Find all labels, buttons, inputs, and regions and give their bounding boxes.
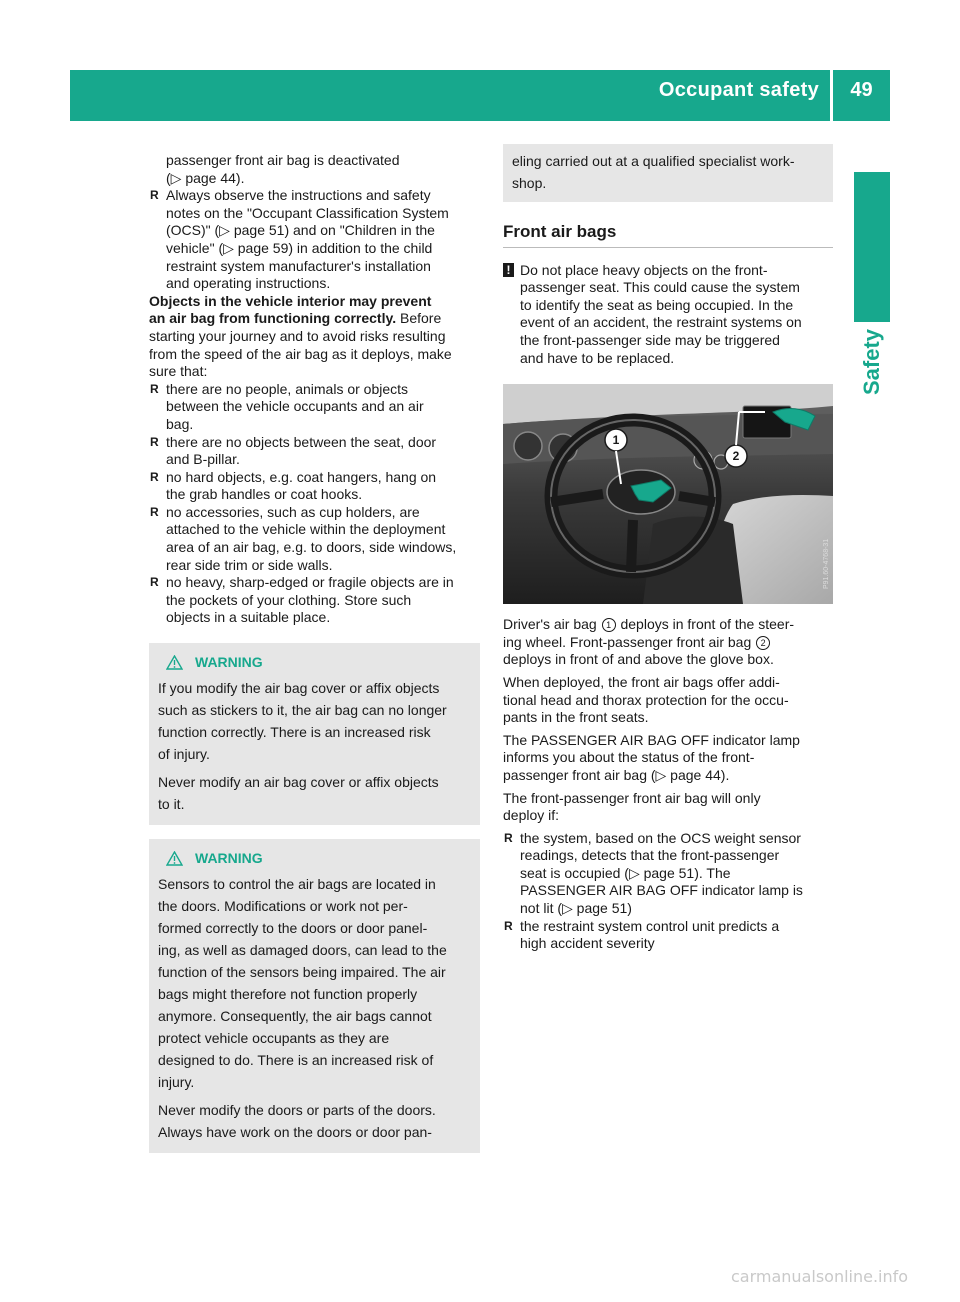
indicator-paragraph bbox=[503, 732, 833, 785]
text-line bbox=[503, 616, 833, 634]
warning-heading bbox=[166, 651, 471, 673]
text-span: deploys in front of the steer- bbox=[616, 616, 795, 633]
text-line: shop. bbox=[512, 175, 547, 191]
text-line: bags might therefore not function properly bbox=[158, 986, 418, 1003]
bullet-list-objects bbox=[149, 381, 480, 627]
airbag-description bbox=[503, 616, 833, 669]
bold-heading-line: Objects in the vehicle interior may prevent bbox=[149, 292, 432, 309]
text-line: objects in a suitable place. bbox=[166, 609, 331, 626]
text-line: protect vehicle occupants as they are bbox=[158, 1030, 390, 1047]
right-column bbox=[503, 152, 833, 953]
text-line: between the vehicle occupants and an air bbox=[166, 398, 424, 415]
text-line: passenger seat. This could cause the system bbox=[520, 279, 800, 296]
text-line: area of an air bag, e.g. to doors, side windows, bbox=[166, 539, 457, 556]
text-line: When deployed, the front air bags offer addi- bbox=[503, 673, 780, 690]
text-span: ing wheel. Front-passenger front air bag bbox=[503, 633, 756, 650]
text-line: The front-passenger front air bag will only bbox=[503, 789, 761, 806]
text-line: sure that: bbox=[149, 363, 208, 380]
bullet-icon: R bbox=[150, 504, 159, 519]
text-line: there are no objects between the seat, door bbox=[166, 433, 437, 450]
warning-text bbox=[158, 677, 471, 765]
text-span: Before bbox=[396, 310, 442, 327]
text-line: restraint system manufacturer's installation bbox=[166, 257, 431, 274]
text-line: rear side trim or side walls. bbox=[166, 556, 333, 573]
bullet-icon: R bbox=[150, 188, 159, 203]
bullet-icon: R bbox=[150, 434, 159, 449]
notice-block bbox=[503, 262, 833, 368]
text-line: function of the sensors being impaired. The air bbox=[158, 964, 446, 981]
text-line: informs you about the status of the front- bbox=[503, 749, 755, 766]
bullet-icon: R bbox=[504, 830, 513, 845]
section-title: Front air bags bbox=[503, 223, 833, 248]
text-line: the doors. Modifications or work not per- bbox=[158, 898, 408, 915]
callout-1: 1 bbox=[612, 433, 620, 448]
warning-text bbox=[158, 873, 471, 1093]
text-line: the system, based on the OCS weight sensor bbox=[520, 829, 801, 846]
text-line: Always have work on the doors or door pan- bbox=[158, 1124, 432, 1141]
list-item bbox=[503, 918, 833, 953]
warning-text bbox=[158, 1099, 471, 1143]
list-item bbox=[149, 381, 480, 434]
text-line: If you modify the air bag cover or affix objects bbox=[158, 680, 440, 697]
bullet-icon: R bbox=[150, 469, 159, 484]
objects-paragraph bbox=[149, 293, 480, 381]
text-line bbox=[503, 634, 833, 652]
text-line: attached to the vehicle within the deployment bbox=[166, 521, 446, 538]
bold-heading-line: an air bag from functioning correctly. bbox=[149, 310, 397, 327]
text-line: to it. bbox=[158, 796, 185, 813]
figure-code: P91.60-4768-31 bbox=[823, 538, 830, 590]
bullet-icon: R bbox=[150, 381, 159, 396]
text-line: event of an accident, the restraint systems on bbox=[520, 314, 802, 331]
text-line: seat is occupied (▷ page 51). The bbox=[520, 864, 731, 881]
bullet-icon: R bbox=[504, 918, 513, 933]
text-line: designed to do. There is an increased risk of bbox=[158, 1052, 434, 1069]
text-line: The PASSENGER AIR BAG OFF indicator lamp bbox=[503, 731, 800, 748]
page-header bbox=[70, 70, 890, 121]
bullet-list-top bbox=[149, 187, 480, 293]
text-line: passenger front air bag (▷ page 44). bbox=[503, 766, 730, 783]
airbag-figure bbox=[503, 384, 833, 604]
car-interior-illustration bbox=[503, 384, 833, 604]
text-line: such as stickers to it, the air bag can no longer bbox=[158, 702, 447, 719]
text-line: the grab handles or coat hooks. bbox=[166, 486, 363, 503]
text-line: vehicle" (▷ page 59) in addition to the child bbox=[166, 239, 433, 256]
text-line: Do not place heavy objects on the front- bbox=[520, 261, 768, 278]
warning-box-door-sensors bbox=[149, 839, 480, 1153]
text-line: no heavy, sharp-edged or fragile objects are in bbox=[166, 574, 454, 591]
text-line: the restraint system control unit predicts a bbox=[520, 917, 780, 934]
warning-heading bbox=[166, 847, 471, 869]
deployed-paragraph bbox=[503, 674, 833, 727]
text-line: Sensors to control the air bags are located in bbox=[158, 876, 436, 893]
text-line: the pockets of your clothing. Store such bbox=[166, 591, 412, 608]
warning-text bbox=[158, 771, 471, 815]
text-line: high accident severity bbox=[520, 935, 655, 952]
text-line: formed correctly to the doors or door panel- bbox=[158, 920, 428, 937]
text-line: no hard objects, e.g. coat hangers, hang on bbox=[166, 468, 437, 485]
text-line: passenger front air bag is deactivated bbox=[166, 152, 400, 168]
text-line: eling carried out at a qualified specialist work- bbox=[512, 153, 795, 169]
callout-marker-2: 2 bbox=[756, 636, 770, 650]
list-item bbox=[149, 434, 480, 469]
bullet-list-conditions bbox=[503, 830, 833, 953]
text-line: tional head and thorax protection for the occu- bbox=[503, 691, 789, 708]
warning-box-airbag-cover bbox=[149, 643, 480, 825]
warning-triangle-icon bbox=[166, 851, 183, 866]
text-line: of injury. bbox=[158, 746, 210, 763]
text-line: the front-passenger side may be triggered bbox=[520, 331, 780, 348]
callout-marker-1: 1 bbox=[602, 618, 616, 632]
text-line: to identify the seat as being occupied. In the bbox=[520, 296, 794, 313]
callout-2: 2 bbox=[732, 449, 740, 464]
text-line: function correctly. There is an increased risk bbox=[158, 724, 431, 741]
text-line: starting your journey and to avoid risks resulting bbox=[149, 327, 446, 344]
header-title: Occupant safety bbox=[658, 79, 819, 101]
warning-label: WARNING bbox=[195, 850, 263, 867]
section-tab-label-wrap bbox=[854, 322, 890, 402]
intro-text bbox=[149, 152, 480, 187]
text-line: injury. bbox=[158, 1074, 195, 1091]
text-span: Driver's air bag bbox=[503, 616, 601, 633]
text-line: readings, detects that the front-passenger bbox=[520, 847, 780, 864]
text-line: Never modify an air bag cover or affix objects bbox=[158, 774, 439, 791]
section-tab-label: Safety bbox=[859, 328, 885, 396]
list-item bbox=[503, 830, 833, 918]
text-line: Never modify the doors or parts of the doors. bbox=[158, 1102, 436, 1119]
text-line: ing, as well as damaged doors, can lead to the bbox=[158, 942, 447, 959]
page-number: 49 bbox=[850, 79, 873, 101]
text-line: and have to be replaced. bbox=[520, 349, 675, 366]
text-line: not lit (▷ page 51) bbox=[520, 900, 632, 917]
text-line: and B-pillar. bbox=[166, 451, 240, 468]
text-line: bag. bbox=[166, 415, 194, 432]
footer-watermark: carmanualsonline.info bbox=[731, 1267, 909, 1286]
list-item bbox=[149, 469, 480, 504]
text-line: anymore. Consequently, the air bags cannot bbox=[158, 1008, 432, 1025]
text-line: from the speed of the air bag as it deploys, make bbox=[149, 345, 452, 362]
text-line: PASSENGER AIR BAG OFF indicator lamp is bbox=[520, 882, 803, 899]
text-line: and operating instructions. bbox=[166, 275, 331, 292]
warning-label: WARNING bbox=[195, 654, 263, 671]
text-line: (OCS)" (▷ page 51) and on "Children in the bbox=[166, 222, 435, 239]
text-line: (▷ page 44). bbox=[166, 169, 245, 186]
deploy-conditions-paragraph bbox=[503, 790, 833, 825]
list-item bbox=[149, 504, 480, 574]
text-line bbox=[149, 310, 480, 328]
warning-triangle-icon bbox=[166, 655, 183, 670]
text-line: deploy if: bbox=[503, 807, 560, 824]
text-line: notes on the "Occupant Classification System bbox=[166, 204, 449, 221]
text-line: no accessories, such as cup holders, are bbox=[166, 503, 420, 520]
exclamation-icon: ! bbox=[503, 263, 514, 277]
left-column bbox=[149, 152, 480, 1153]
bullet-icon: R bbox=[150, 575, 159, 590]
text-line: deploys in front of and above the glove box. bbox=[503, 651, 774, 668]
text-line: there are no people, animals or objects bbox=[166, 380, 409, 397]
text-line: pants in the front seats. bbox=[503, 709, 649, 726]
text-line: Always observe the instructions and safety bbox=[166, 187, 431, 204]
warning-continuation-box bbox=[503, 144, 833, 202]
list-item bbox=[149, 574, 480, 627]
list-item bbox=[149, 187, 480, 293]
section-tab bbox=[854, 172, 890, 322]
